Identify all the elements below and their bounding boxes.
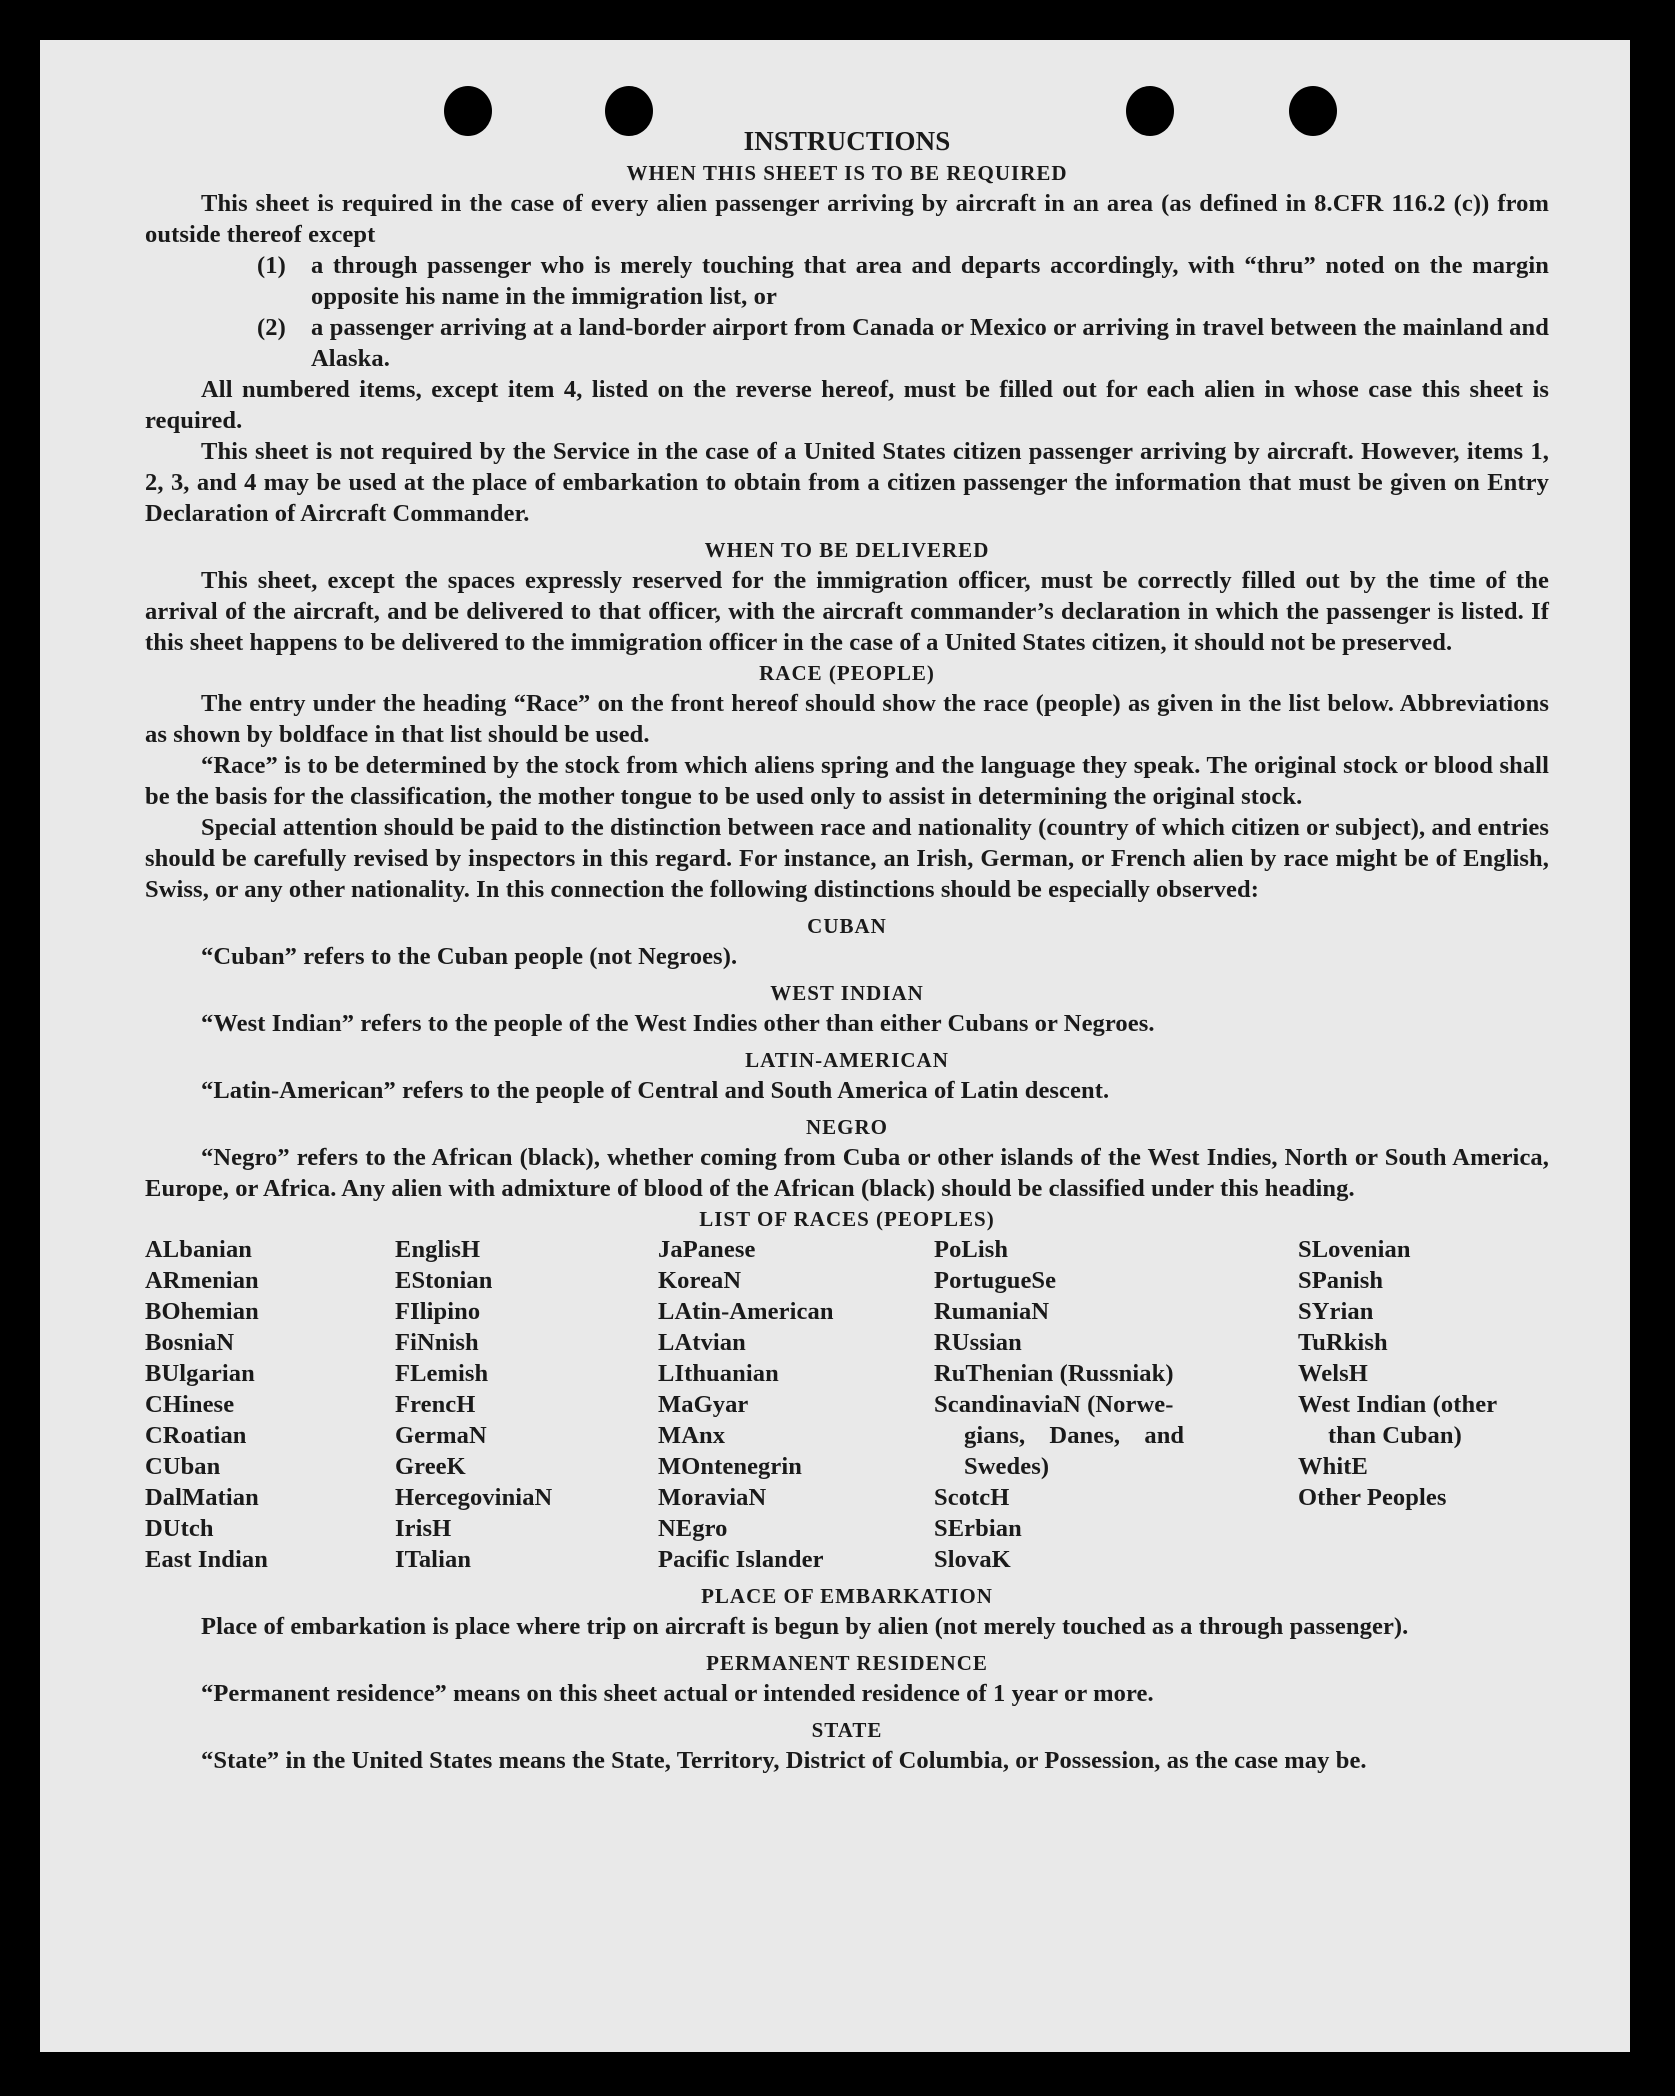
race-entry: RuThenian (Russniak) xyxy=(934,1360,1174,1387)
race-entry: CUban xyxy=(145,1453,221,1480)
race-entry: East Indian xyxy=(145,1546,268,1573)
race-entry: BUlgarian xyxy=(145,1360,255,1387)
race-entry: NEgro xyxy=(658,1515,728,1542)
race-entry: ARmenian xyxy=(145,1267,259,1294)
race-entry: CHinese xyxy=(145,1391,235,1418)
race-entry: than Cuban) xyxy=(1328,1422,1462,1449)
race-entry: Other Peoples xyxy=(1298,1484,1447,1511)
race-entry: MoraviaN xyxy=(658,1484,767,1511)
race-entry: PortugueSe xyxy=(934,1267,1057,1294)
heading-negro: NEGRO xyxy=(805,1115,888,1139)
race-entry: Swedes) xyxy=(964,1453,1050,1480)
races-column xyxy=(1298,1234,1549,1575)
race-entry: GermaN xyxy=(395,1422,487,1449)
race-entry: MOntenegrin xyxy=(658,1453,802,1480)
race-entry: SPanish xyxy=(1298,1267,1384,1294)
heading-state: STATE xyxy=(811,1718,883,1742)
race-entry: WhitE xyxy=(1298,1453,1368,1480)
race-entry: FrencH xyxy=(395,1391,476,1418)
paragraph: “Race” is to be determined by the stock from which aliens spring and the language they speak. The original stock or blood shall be the basis for the classification, the mother tongue to be used only to assist in determining the original stock. xyxy=(145,752,1549,810)
race-entry: SlovaK xyxy=(934,1546,1011,1573)
race-entry: FIlipino xyxy=(395,1298,481,1325)
document-page xyxy=(40,40,1630,2052)
race-entry: DUtch xyxy=(145,1515,214,1542)
race-entry: DalMatian xyxy=(145,1484,259,1511)
definition-embarkation: Place of embarkation is place where trip on aircraft is begun by alien (not merely touched as a through passenger). xyxy=(201,1613,1409,1640)
race-entry: HercegoviniaN xyxy=(395,1484,553,1511)
race-entry: RumaniaN xyxy=(934,1298,1050,1325)
race-entry: TuRkish xyxy=(1298,1329,1388,1356)
paragraph: This sheet is required in the case of every alien passenger arriving by aircraft in an area (as defined in 8.CFR 116.2 (c)) from outside thereof except xyxy=(145,190,1549,248)
race-entry: SLovenian xyxy=(1298,1236,1411,1263)
race-entry: ALbanian xyxy=(145,1236,253,1263)
definition-latin-american: “Latin-American” refers to the people of Central and South America of Latin descent. xyxy=(201,1077,1110,1104)
race-entry: gians, Danes, and xyxy=(964,1422,1185,1449)
race-entry: EnglisH xyxy=(395,1236,481,1263)
list-item xyxy=(145,312,1549,374)
definition-state: “State” in the United States means the State, Territory, District of Columbia, or Possession, as the case may be. xyxy=(201,1747,1367,1774)
item-number: (2) xyxy=(257,314,286,341)
race-entry: WelsH xyxy=(1298,1360,1368,1387)
race-entry: LAtin-American xyxy=(658,1298,834,1325)
heading-west-indian: WEST INDIAN xyxy=(770,981,924,1005)
definition-residence: “Permanent residence” means on this sheet actual or intended residence of 1 year or more. xyxy=(201,1680,1154,1707)
race-entry: BosniaN xyxy=(145,1329,235,1356)
race-entry: FiNnish xyxy=(395,1329,479,1356)
race-entry: ScotcH xyxy=(934,1484,1010,1511)
page-title: INSTRUCTIONS xyxy=(743,126,951,156)
race-entry: MAnx xyxy=(658,1422,726,1449)
race-entry: JaPanese xyxy=(658,1236,756,1263)
race-entry: PoLish xyxy=(934,1236,1009,1263)
definition-west-indian: “West Indian” refers to the people of the West Indies other than either Cubans or Negroes. xyxy=(201,1010,1155,1037)
definition-negro: “Negro” refers to the African (black), whether coming from Cuba or other islands of the West Indies, North or South America, Europe, or Africa. Any alien with admixture of blood of the African (black) should be classified under this heading. xyxy=(145,1144,1549,1202)
item-text: a passenger arriving at a land-border airport from Canada or Mexico or arriving in travel between the mainland and Alaska. xyxy=(311,314,1549,372)
race-entry: IrisH xyxy=(395,1515,452,1542)
race-entry: EStonian xyxy=(395,1267,493,1294)
heading-cuban: CUBAN xyxy=(807,914,887,938)
race-entry: SErbian xyxy=(934,1515,1022,1542)
list-item xyxy=(145,250,1549,312)
race-entry: SYrian xyxy=(1298,1298,1374,1325)
definition-cuban: “Cuban” refers to the Cuban people (not Negroes). xyxy=(201,943,738,970)
races-column xyxy=(658,1234,934,1575)
heading-when-required: WHEN THIS SHEET IS TO BE REQUIRED xyxy=(626,161,1068,185)
heading-latin-american: LATIN-AMERICAN xyxy=(745,1048,949,1072)
races-column xyxy=(395,1234,658,1575)
race-entry: ScandinaviaN (Norwe- xyxy=(934,1391,1174,1418)
item-text: a through passenger who is merely touching that area and departs accordingly, with “thru” noted on the margin opposite his name in the immigration list, or xyxy=(311,252,1549,310)
race-entry: West Indian (other xyxy=(1298,1391,1498,1418)
race-entry: LAtvian xyxy=(658,1329,746,1356)
heading-when-delivered: WHEN TO BE DELIVERED xyxy=(704,538,990,562)
item-number: (1) xyxy=(257,252,286,279)
heading-permanent-residence: PERMANENT RESIDENCE xyxy=(706,1651,988,1675)
race-entry: FLemish xyxy=(395,1360,489,1387)
race-entry: KoreaN xyxy=(658,1267,742,1294)
paragraph: This sheet, except the spaces expressly reserved for the immigration officer, must be correctly filled out by the time of the arrival of the aircraft, and be delivered to that officer, with the aircraft commander’s declaration in which the passenger is listed. If this sheet happens to be delivered to the immigration officer in the case of a United States citizen, it should not be preserved. xyxy=(145,567,1549,656)
race-entry: CRoatian xyxy=(145,1422,247,1449)
paragraph: Special attention should be paid to the distinction between race and nationality (country of which citizen or subject), and entries should be carefully revised by inspectors in this regard. For instance, an Irish, German, or French alien by race might be of English, Swiss, or any other nationality. In this connection the following distinctions should be especially observed: xyxy=(145,814,1549,903)
heading-list-of-races: LIST OF RACES (PEOPLES) xyxy=(699,1207,995,1231)
paragraph: This sheet is not required by the Service in the case of a United States citizen passenger arriving by aircraft. However, items 1, 2, 3, and 4 may be used at the place of embarkation to obtain from a citizen passenger the information that must be given on Entry Declaration of Aircraft Commander. xyxy=(145,438,1549,527)
races-column xyxy=(934,1234,1298,1575)
heading-place-of-embarkation: PLACE OF EMBARKATION xyxy=(701,1584,993,1608)
race-entry: RUssian xyxy=(934,1329,1022,1356)
races-table xyxy=(145,1234,1549,1575)
race-entry: LIthuanian xyxy=(658,1360,779,1387)
heading-race: RACE (PEOPLE) xyxy=(759,661,935,685)
race-entry: ITalian xyxy=(395,1546,472,1573)
race-entry: Pacific Islander xyxy=(658,1546,824,1573)
race-entry: GreeK xyxy=(395,1453,466,1480)
race-entry: BOhemian xyxy=(145,1298,259,1325)
race-entry: MaGyar xyxy=(658,1391,749,1418)
paragraph: The entry under the heading “Race” on the front hereof should show the race (people) as given in the list below. Abbreviations as shown by boldface in that list should be used. xyxy=(145,690,1549,748)
instructions-content xyxy=(145,120,1549,1776)
races-column xyxy=(145,1234,395,1575)
paragraph: All numbered items, except item 4, listed on the reverse hereof, must be filled out for each alien in whose case this sheet is required. xyxy=(145,376,1549,434)
